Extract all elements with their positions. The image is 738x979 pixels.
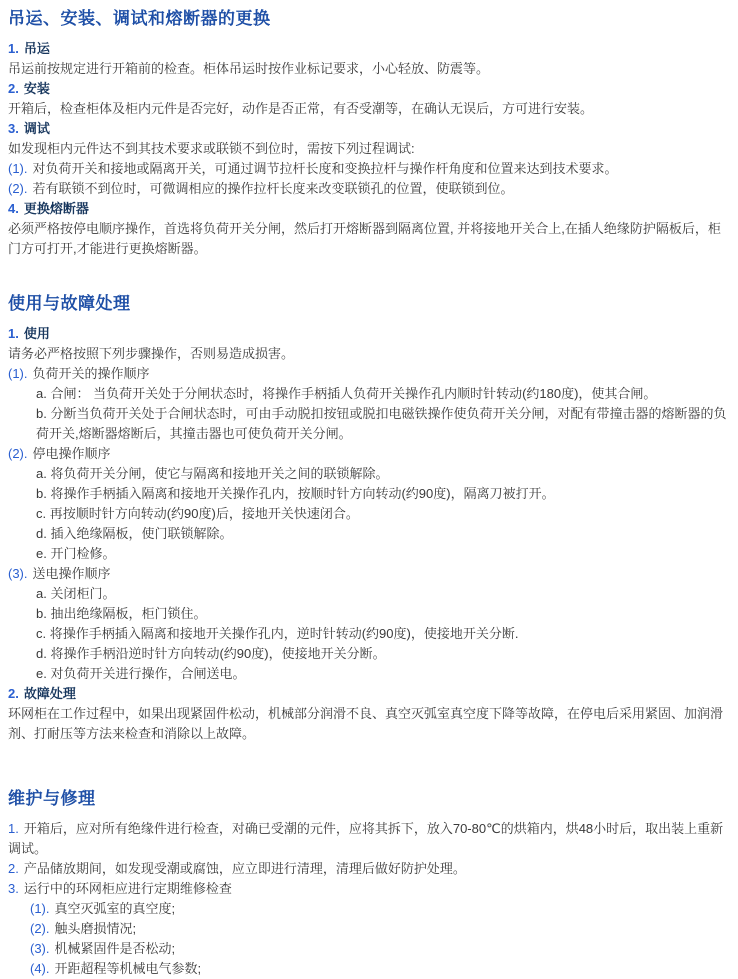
item-text: 如发现柜内元件达不到其技术要求或联锁不到位时，需按下列过程调试: <box>8 141 415 156</box>
numbered-item <box>8 859 728 879</box>
item-text: c. 将操作手柄插入隔离和接地开关操作孔内，逆时针转动(约90度)，使接地开关分断. <box>36 626 519 641</box>
item-text: b. 抽出绝缘隔板，柜门锁住。 <box>36 606 207 621</box>
item-text: 环网柜在工作过程中，如果出现紧固件松动，机械部分润滑不良、真空灭弧室真空度下降等故障，在停电后采用紧固、加润滑剂、打耐压等方法来检查和消除以上故障。 <box>8 706 724 741</box>
item-text: 开箱后，应对所有绝缘件进行检查，对确已受潮的元件，应将其拆下，放入70-80℃的烘箱内，烘48小时后，取出装上重新调试。 <box>8 821 724 856</box>
item-text: a. 将负荷开关分闸，使它与隔离和接地开关之间的联锁解除。 <box>36 466 389 481</box>
item-text: 请务必严格按照下列步骤操作，否则易造成损害。 <box>8 346 295 361</box>
item-text: a. 合闸： 当负荷开关处于分闸状态时，将操作手柄插人负荷开关操作孔内顺时针转动(约180度)，使其合闸。 <box>36 386 657 401</box>
numbered-item <box>8 819 728 859</box>
numbered-item <box>8 179 728 199</box>
section-maintenance-repair <box>8 788 728 979</box>
item-text: 开距超程等机械电气参数; <box>54 961 202 976</box>
item-text: c. 再按顺时针方向转动(约90度)后，接地开关快速闭合。 <box>36 506 359 521</box>
item-text: 负荷开关的操作顺序 <box>32 366 150 381</box>
item-number: 1. <box>8 326 19 341</box>
lettered-item <box>8 384 728 404</box>
numbered-item <box>8 959 728 979</box>
item-text: 故障处理 <box>23 686 76 701</box>
item-text: 吊运前按规定进行开箱前的检查。柜体吊运时按作业标记要求，小心轻放、防震等。 <box>8 61 490 76</box>
subsection-heading <box>8 79 728 99</box>
item-text: e. 对负荷开关进行操作，合闸送电。 <box>36 666 246 681</box>
item-text: b. 将操作手柄插入隔离和接地开关操作孔内，按顺时针方向转动(约90度)，隔离刀被打开。 <box>36 486 555 501</box>
item-text: 若有联锁不到位时，可微调相应的操作拉杆长度来改变联锁孔的位置，使联锁到位。 <box>32 181 514 196</box>
subsection-heading <box>8 324 728 344</box>
lettered-item <box>8 584 728 604</box>
item-text: 真空灭弧室的真空度; <box>54 901 176 916</box>
item-number: (2). <box>8 181 28 196</box>
section-title: 吊运、安装、调试和熔断器的更换 <box>8 9 271 28</box>
item-text: 调试 <box>23 121 50 136</box>
numbered-item <box>8 899 728 919</box>
subsection-heading <box>8 199 728 219</box>
item-number: 2. <box>8 686 19 701</box>
item-number: (1). <box>30 901 50 916</box>
numbered-item <box>8 364 728 384</box>
paragraph <box>8 139 728 159</box>
item-number: (1). <box>8 366 28 381</box>
item-text: e. 开门检修。 <box>36 546 116 561</box>
item-text: d. 将操作手柄沿逆时针方向转动(约90度)，使接地开关分断。 <box>36 646 386 661</box>
item-number: 3. <box>8 121 19 136</box>
item-number: (2). <box>30 921 50 936</box>
paragraph <box>8 704 728 744</box>
item-number: (4). <box>30 961 50 976</box>
item-number: 4. <box>8 201 19 216</box>
paragraph <box>8 344 728 364</box>
paragraph <box>8 59 728 79</box>
item-number: (3). <box>8 566 28 581</box>
item-text: 机械紧固件是否松动; <box>54 941 176 956</box>
paragraph <box>8 99 728 119</box>
item-text: b. 分断当负荷开关处于合闸状态时，可由手动脱扣按钮或脱扣电磁铁操作使负荷开关分闸，对配有带撞击器的熔断器的负荷开关,熔断器熔断后，其撞击器也可使负荷开关分闸。 <box>36 406 727 441</box>
item-number: 1. <box>8 821 19 836</box>
item-text: a. 关闭柜门。 <box>36 586 116 601</box>
lettered-item <box>8 604 728 624</box>
item-text: 产品储放期间，如发现受潮或腐蚀，应立即进行清理，清理后做好防护处理。 <box>23 861 466 876</box>
item-text: 更换熔断器 <box>23 201 89 216</box>
item-number: 2. <box>8 861 19 876</box>
item-number: 3. <box>8 881 19 896</box>
subsection-heading <box>8 684 728 704</box>
numbered-item <box>8 444 728 464</box>
item-text: 必须严格按停电顺序操作，首选将负荷开关分闸，然后打开熔断器到隔离位置, 并将接地开关合上,在插人绝缘防护隔板后，柜门方可打开,才能进行更换熔断器。 <box>8 221 721 256</box>
item-text: 开箱后，检查柜体及柜内元件是否完好，动作是否正常，有否受潮等，在确认无误后，方可进行安装。 <box>8 101 594 116</box>
section-title: 维护与修理 <box>8 789 96 808</box>
lettered-item <box>8 404 728 444</box>
lettered-item <box>8 624 728 644</box>
section-usage-faults <box>8 293 728 744</box>
paragraph <box>8 219 728 259</box>
numbered-item <box>8 159 728 179</box>
item-text: 对负荷开关和接地或隔离开关，可通过调节拉杆长度和变换拉杆与操作杆角度和位置来达到技术要求。 <box>32 161 618 176</box>
lettered-item <box>8 524 728 544</box>
subsection-heading <box>8 119 728 139</box>
subsection-heading <box>8 39 728 59</box>
item-text: 送电操作顺序 <box>32 566 111 581</box>
numbered-item <box>8 564 728 584</box>
numbered-item <box>8 879 728 899</box>
item-text: 停电操作顺序 <box>32 446 111 461</box>
lettered-item <box>8 644 728 664</box>
numbered-item <box>8 939 728 959</box>
section-title: 使用与故障处理 <box>8 294 131 313</box>
item-number: 1. <box>8 41 19 56</box>
lettered-item <box>8 504 728 524</box>
item-number: (3). <box>30 941 50 956</box>
numbered-item <box>8 919 728 939</box>
item-number: 2. <box>8 81 19 96</box>
item-text: 使用 <box>23 326 50 341</box>
item-text: d. 插入绝缘隔板，使门联锁解除。 <box>36 526 233 541</box>
item-text: 运行中的环网柜应进行定期维修检查 <box>23 881 232 896</box>
item-text: 吊运 <box>23 41 50 56</box>
item-number: (1). <box>8 161 28 176</box>
item-number: (2). <box>8 446 28 461</box>
item-text: 安装 <box>23 81 50 96</box>
lettered-item <box>8 464 728 484</box>
lettered-item <box>8 664 728 684</box>
item-text: 触头磨损情况; <box>54 921 137 936</box>
lettered-item <box>8 544 728 564</box>
lettered-item <box>8 484 728 504</box>
section-transport-install-debug <box>8 8 728 259</box>
